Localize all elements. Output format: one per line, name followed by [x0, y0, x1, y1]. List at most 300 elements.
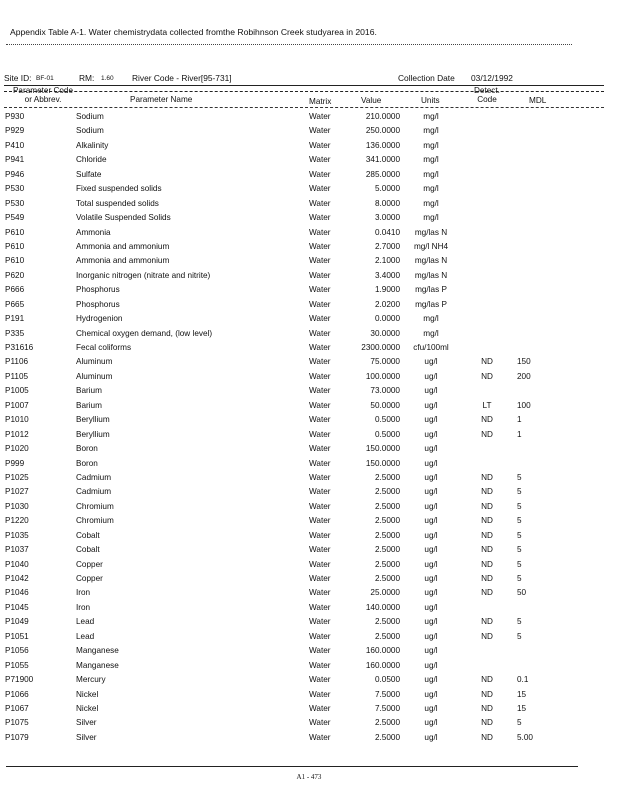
- cell-name: Barium: [76, 400, 102, 410]
- cell-units: ug/l: [424, 415, 438, 425]
- rm-value: 1.60: [101, 75, 114, 82]
- table-row: [0, 630, 618, 644]
- cell-name: Fixed suspended solids: [76, 184, 162, 194]
- cell-units: ug/l: [424, 732, 438, 742]
- cell-detect: ND: [481, 559, 493, 569]
- cell-name: Lead: [76, 631, 95, 641]
- cell-units: ug/l: [424, 574, 438, 583]
- cell-code: P1106: [5, 357, 29, 367]
- table-row: [0, 529, 618, 543]
- cell-value: 250.0000: [365, 126, 400, 136]
- cell-mdl: 1: [517, 415, 522, 425]
- table-row: [0, 355, 618, 369]
- page-number: A1 - 473: [296, 773, 322, 781]
- cell-matrix: Water: [309, 732, 331, 742]
- table-row: [0, 514, 618, 528]
- cell-value: 2.5000: [374, 501, 400, 511]
- cell-matrix: Water: [309, 343, 331, 352]
- cell-matrix: Water: [309, 299, 331, 309]
- col-header-detect-line2: Code: [477, 95, 497, 104]
- table-row: [0, 197, 618, 211]
- cell-code: P929: [5, 126, 25, 136]
- header-dash-line: [4, 91, 604, 92]
- cell-value: 2.5000: [374, 472, 400, 482]
- site-id-value: BF-01: [36, 75, 54, 82]
- header-bottom-line: [4, 107, 604, 108]
- table-row: [0, 110, 618, 124]
- cell-value: 2.5000: [374, 545, 400, 555]
- cell-code: P1030: [5, 501, 29, 511]
- cell-matrix: Water: [309, 501, 331, 511]
- cell-code: P941: [5, 155, 25, 165]
- table-row: [0, 586, 618, 600]
- cell-code: P549: [5, 213, 25, 223]
- cell-matrix: Water: [309, 487, 331, 497]
- cell-mdl: 1: [517, 429, 522, 439]
- cell-detect: ND: [481, 371, 493, 381]
- cell-value: 0.0000: [374, 314, 400, 324]
- cell-value: 160.0000: [365, 646, 400, 656]
- cell-name: Aluminum: [76, 371, 113, 381]
- cell-matrix: Water: [309, 155, 331, 165]
- cell-value: 8.0000: [374, 198, 400, 208]
- cell-name: Cobalt: [76, 530, 100, 540]
- table-row: [0, 702, 618, 716]
- cell-name: Chloride: [76, 155, 107, 165]
- cell-units: mg/l NH4: [413, 241, 449, 251]
- table-row: [0, 601, 618, 615]
- table-row: [0, 153, 618, 167]
- cell-value: 2.5000: [374, 574, 400, 583]
- cell-units: ug/l: [424, 617, 438, 627]
- table-row: [0, 485, 618, 499]
- cell-value: 2.5000: [374, 718, 400, 728]
- cell-detect: ND: [481, 732, 493, 742]
- footer-divider: [6, 766, 578, 767]
- cell-units: ug/l: [424, 602, 438, 612]
- cell-units: ug/l: [424, 718, 438, 728]
- cell-units: ug/l: [424, 559, 438, 569]
- cell-matrix: Water: [309, 357, 331, 367]
- cell-name: Fecal coliforms: [76, 343, 132, 352]
- cell-detect: ND: [481, 357, 493, 367]
- cell-matrix: Water: [309, 718, 331, 728]
- table-row: [0, 558, 618, 572]
- cell-matrix: Water: [309, 617, 331, 627]
- cell-mdl: 5.00: [517, 732, 533, 742]
- table-row: [0, 500, 618, 514]
- table-row: [0, 399, 618, 413]
- cell-matrix: Water: [309, 241, 331, 251]
- table-row: [0, 327, 618, 341]
- table-row: [0, 543, 618, 557]
- cell-code: P191: [5, 314, 25, 324]
- cell-units: ug/l: [424, 516, 438, 526]
- cell-units: ug/l: [424, 472, 438, 482]
- cell-code: P1040: [5, 559, 29, 569]
- cell-name: Chemical oxygen demand, (low level): [76, 328, 213, 338]
- cell-name: Sodium: [76, 112, 104, 121]
- cell-mdl: 5: [517, 718, 522, 728]
- cell-name: Beryllium: [76, 429, 110, 439]
- cell-matrix: Water: [309, 285, 331, 295]
- cell-name: Beryllium: [76, 415, 110, 425]
- cell-units: ug/l: [424, 646, 438, 656]
- cell-matrix: Water: [309, 559, 331, 569]
- col-header-value: Value: [361, 96, 382, 105]
- cell-detect: ND: [481, 487, 493, 497]
- cell-name: Nickel: [76, 703, 99, 713]
- table-row: [0, 139, 618, 153]
- cell-code: P1042: [5, 574, 29, 583]
- table-row: [0, 442, 618, 456]
- cell-matrix: Water: [309, 227, 331, 237]
- cell-code: P1056: [5, 646, 29, 656]
- collection-date-label: Collection Date: [398, 73, 455, 83]
- cell-detect: ND: [481, 703, 493, 713]
- cell-units: mg/l: [423, 126, 439, 136]
- cell-units: cfu/100ml: [413, 343, 449, 352]
- cell-detect: ND: [481, 415, 493, 425]
- cell-name: Boron: [76, 444, 98, 454]
- table-row: [0, 716, 618, 730]
- cell-value: 3.4000: [374, 270, 400, 280]
- cell-units: mg/l: [423, 213, 439, 223]
- cell-code: P1005: [5, 386, 29, 396]
- table-row: [0, 298, 618, 312]
- cell-name: Chromium: [76, 501, 114, 511]
- cell-detect: ND: [481, 429, 493, 439]
- cell-name: Copper: [76, 574, 103, 583]
- cell-matrix: Water: [309, 530, 331, 540]
- cell-units: mg/las P: [415, 299, 447, 309]
- cell-value: 73.0000: [370, 386, 400, 396]
- table-row: [0, 168, 618, 182]
- col-header-param-code-line2: or Abbrev.: [24, 95, 62, 104]
- cell-code: P930: [5, 112, 25, 121]
- cell-name: Hydrogenion: [76, 314, 123, 324]
- cell-units: ug/l: [424, 545, 438, 555]
- cell-matrix: Water: [309, 602, 331, 612]
- rm-label: RM:: [79, 73, 95, 83]
- cell-name: Iron: [76, 588, 91, 598]
- cell-mdl: 5: [517, 617, 522, 627]
- cell-units: mg/l: [423, 198, 439, 208]
- cell-units: ug/l: [424, 357, 438, 367]
- cell-matrix: Water: [309, 198, 331, 208]
- cell-matrix: Water: [309, 631, 331, 641]
- table-row: [0, 644, 618, 658]
- table-row: [0, 226, 618, 240]
- cell-code: P610: [5, 227, 25, 237]
- cell-units: ug/l: [424, 631, 438, 641]
- cell-name: Ammonia: [76, 227, 111, 237]
- table-row: [0, 182, 618, 196]
- site-id-label: Site ID:: [4, 73, 32, 83]
- cell-mdl: 5: [517, 530, 522, 540]
- cell-mdl: 200: [517, 371, 531, 381]
- cell-value: 2.5000: [374, 617, 400, 627]
- cell-mdl: 100: [517, 400, 531, 410]
- table-row: [0, 572, 618, 586]
- cell-code: P1079: [5, 732, 29, 742]
- table-row: [0, 457, 618, 471]
- cell-value: 285.0000: [365, 169, 400, 179]
- cell-value: 0.5000: [374, 429, 400, 439]
- cell-code: P620: [5, 270, 25, 280]
- cell-matrix: Water: [309, 371, 331, 381]
- cell-name: Total suspended solids: [76, 198, 159, 208]
- cell-name: Silver: [76, 718, 97, 728]
- col-header-matrix: Matrix: [309, 97, 332, 106]
- cell-value: 5.0000: [374, 184, 400, 194]
- cell-value: 150.0000: [365, 458, 400, 468]
- col-header-detect-line1: Detect.: [474, 86, 500, 95]
- cell-name: Cobalt: [76, 545, 100, 555]
- cell-code: P1007: [5, 400, 29, 410]
- cell-name: Aluminum: [76, 357, 113, 367]
- table-row: [0, 211, 618, 225]
- cell-matrix: Water: [309, 386, 331, 396]
- cell-code: P610: [5, 241, 25, 251]
- cell-code: P335: [5, 328, 25, 338]
- cell-value: 136.0000: [365, 140, 400, 150]
- cell-matrix: Water: [309, 213, 331, 223]
- cell-value: 2.7000: [374, 241, 400, 251]
- cell-code: P1066: [5, 689, 29, 699]
- cell-value: 3.0000: [374, 213, 400, 223]
- cell-units: mg/las N: [414, 256, 448, 266]
- cell-units: ug/l: [424, 675, 438, 685]
- cell-matrix: Water: [309, 545, 331, 555]
- cell-matrix: Water: [309, 574, 331, 583]
- cell-name: Iron: [76, 602, 91, 612]
- col-header-units: Units: [421, 96, 440, 105]
- table-row: [0, 341, 618, 355]
- cell-code: P31616: [5, 343, 34, 352]
- cell-code: P1020: [5, 444, 29, 454]
- cell-value: 50.0000: [370, 400, 400, 410]
- cell-code: P1075: [5, 718, 29, 728]
- cell-detect: LT: [482, 400, 492, 410]
- cell-mdl: 5: [517, 487, 522, 497]
- cell-matrix: Water: [309, 689, 331, 699]
- cell-value: 100.0000: [365, 371, 400, 381]
- cell-name: Lead: [76, 617, 95, 627]
- cell-value: 2300.0000: [361, 343, 400, 352]
- cell-code: P666: [5, 285, 25, 295]
- cell-value: 2.5000: [374, 631, 400, 641]
- cell-value: 2.5000: [374, 530, 400, 540]
- cell-units: mg/l: [423, 314, 439, 324]
- cell-code: P1049: [5, 617, 29, 627]
- cell-mdl: 5: [517, 501, 522, 511]
- cell-name: Barium: [76, 386, 102, 396]
- cell-value: 150.0000: [365, 444, 400, 454]
- cell-units: mg/l: [423, 112, 439, 121]
- data-table-body: [0, 110, 618, 745]
- cell-name: Alkalinity: [76, 140, 109, 150]
- cell-name: Silver: [76, 732, 97, 742]
- cell-matrix: Water: [309, 314, 331, 324]
- cell-value: 341.0000: [365, 155, 400, 165]
- cell-detect: ND: [481, 689, 493, 699]
- cell-units: ug/l: [424, 458, 438, 468]
- cell-matrix: Water: [309, 140, 331, 150]
- cell-name: Chromium: [76, 516, 114, 526]
- cell-value: 0.0410: [374, 227, 400, 237]
- cell-matrix: Water: [309, 256, 331, 266]
- cell-detect: ND: [481, 675, 493, 685]
- cell-name: Mercury: [76, 675, 106, 685]
- cell-mdl: 15: [517, 703, 527, 713]
- cell-value: 7.5000: [374, 703, 400, 713]
- cell-units: mg/l: [423, 155, 439, 165]
- col-header-param-code-line1: Parameter Code: [12, 86, 74, 95]
- cell-detect: ND: [481, 545, 493, 555]
- cell-code: P1025: [5, 472, 29, 482]
- cell-mdl: 5: [517, 472, 522, 482]
- cell-matrix: Water: [309, 429, 331, 439]
- cell-value: 25.0000: [370, 588, 400, 598]
- cell-value: 2.5000: [374, 559, 400, 569]
- cell-matrix: Water: [309, 112, 331, 121]
- cell-units: mg/l: [423, 184, 439, 194]
- cell-name: Manganese: [76, 646, 119, 656]
- cell-units: ug/l: [424, 501, 438, 511]
- cell-units: ug/l: [424, 689, 438, 699]
- cell-value: 7.5000: [374, 689, 400, 699]
- cell-units: ug/l: [424, 530, 438, 540]
- cell-detect: ND: [481, 588, 493, 598]
- table-row: [0, 384, 618, 398]
- cell-name: Ammonia and ammonium: [76, 241, 170, 251]
- cell-mdl: 5: [517, 559, 522, 569]
- cell-matrix: Water: [309, 328, 331, 338]
- col-header-detect: [468, 86, 506, 104]
- table-row: [0, 124, 618, 138]
- cell-units: mg/l: [423, 169, 439, 179]
- cell-mdl: 150: [517, 357, 531, 367]
- cell-units: ug/l: [424, 703, 438, 713]
- col-header-param-name: Parameter Name: [130, 95, 193, 104]
- cell-value: 1.9000: [374, 285, 400, 295]
- cell-matrix: Water: [309, 126, 331, 136]
- cell-value: 2.5000: [374, 487, 400, 497]
- cell-mdl: 15: [517, 689, 527, 699]
- cell-value: 2.1000: [374, 256, 400, 266]
- cell-name: Boron: [76, 458, 98, 468]
- cell-name: Cadmium: [76, 472, 112, 482]
- table-row: [0, 471, 618, 485]
- cell-name: Inorganic nitrogen (nitrate and nitrite): [76, 270, 211, 280]
- cell-value: 75.0000: [370, 357, 400, 367]
- cell-units: ug/l: [424, 660, 438, 670]
- cell-name: Phosphorus: [76, 299, 120, 309]
- cell-detect: ND: [481, 516, 493, 526]
- cell-code: P410: [5, 140, 25, 150]
- cell-code: P1010: [5, 415, 29, 425]
- cell-code: P530: [5, 184, 25, 194]
- cell-units: mg/l: [423, 140, 439, 150]
- cell-units: ug/l: [424, 429, 438, 439]
- cell-matrix: Water: [309, 703, 331, 713]
- cell-detect: ND: [481, 530, 493, 540]
- cell-units: mg/l: [423, 328, 439, 338]
- cell-detect: ND: [481, 472, 493, 482]
- cell-value: 160.0000: [365, 660, 400, 670]
- cell-detect: ND: [481, 718, 493, 728]
- cell-detect: ND: [481, 617, 493, 627]
- cell-units: ug/l: [424, 444, 438, 454]
- table-row: [0, 269, 618, 283]
- cell-value: 30.0000: [370, 328, 400, 338]
- cell-code: P1051: [5, 631, 29, 641]
- cell-value: 2.0200: [374, 299, 400, 309]
- table-row: [0, 254, 618, 268]
- cell-code: P1055: [5, 660, 29, 670]
- table-row: [0, 428, 618, 442]
- cell-name: Cadmium: [76, 487, 112, 497]
- cell-code: P610: [5, 256, 25, 266]
- cell-code: P946: [5, 169, 25, 179]
- cell-code: P1067: [5, 703, 29, 713]
- cell-code: P999: [5, 458, 25, 468]
- table-row: [0, 283, 618, 297]
- cell-matrix: Water: [309, 400, 331, 410]
- cell-units: ug/l: [424, 487, 438, 497]
- cell-name: Copper: [76, 559, 103, 569]
- table-row: [0, 615, 618, 629]
- cell-matrix: Water: [309, 516, 331, 526]
- cell-units: ug/l: [424, 400, 438, 410]
- title-divider: [6, 44, 572, 45]
- table-title: Appendix Table A-1. Water chemistrydata collected fromthe Robihnson Creek studyarea in 2016.: [10, 27, 377, 37]
- cell-matrix: Water: [309, 660, 331, 670]
- cell-matrix: Water: [309, 675, 331, 685]
- cell-units: ug/l: [424, 588, 438, 598]
- cell-matrix: Water: [309, 458, 331, 468]
- cell-matrix: Water: [309, 646, 331, 656]
- cell-mdl: 5: [517, 574, 522, 583]
- cell-mdl: 5: [517, 516, 522, 526]
- cell-code: P1105: [5, 371, 29, 381]
- cell-code: P1027: [5, 487, 29, 497]
- cell-matrix: Water: [309, 472, 331, 482]
- cell-code: P1012: [5, 429, 29, 439]
- cell-value: 0.0500: [374, 675, 400, 685]
- cell-mdl: 5: [517, 545, 522, 555]
- table-row: [0, 370, 618, 384]
- table-row: [0, 659, 618, 673]
- cell-units: ug/l: [424, 386, 438, 396]
- cell-name: Sulfate: [76, 169, 102, 179]
- cell-matrix: Water: [309, 444, 331, 454]
- cell-matrix: Water: [309, 415, 331, 425]
- table-row: [0, 688, 618, 702]
- col-header-mdl: MDL: [529, 96, 547, 105]
- cell-mdl: 50: [517, 588, 527, 598]
- cell-value: 0.5000: [374, 415, 400, 425]
- table-row: [0, 673, 618, 687]
- cell-mdl: 5: [517, 631, 522, 641]
- cell-value: 2.5000: [374, 732, 400, 742]
- cell-code: P1220: [5, 516, 29, 526]
- cell-name: Volatile Suspended Solids: [76, 213, 171, 223]
- cell-code: P530: [5, 198, 25, 208]
- cell-code: P1037: [5, 545, 29, 555]
- cell-units: mg/las N: [414, 270, 448, 280]
